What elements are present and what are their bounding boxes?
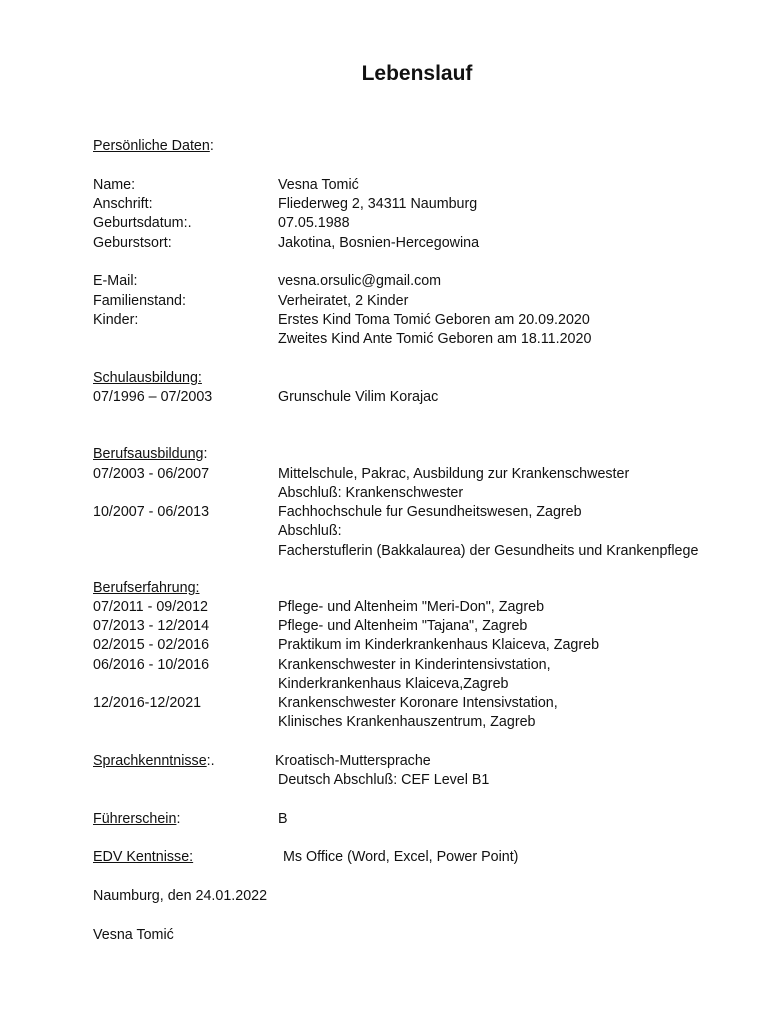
school-entry: Grunschule Vilim Korajac	[278, 389, 439, 405]
document-title: Lebenslauf	[361, 62, 473, 85]
section-heading-personal-suffix: :	[209, 138, 214, 154]
experience-line: Kinderkrankenhaus Klaiceva,Zagreb	[278, 676, 509, 692]
field-label-address: Anschrift:	[93, 196, 153, 212]
field-value-birthdate: 07.05.1988	[278, 215, 350, 231]
vocational-period: 07/2003 - 06/2007	[93, 466, 210, 482]
experience-line: Klinisches Krankenhauszentrum, Zagreb	[278, 714, 536, 730]
experience-line: Krankenschwester in Kinderintensivstation,	[278, 657, 551, 673]
section-heading-experience: Berufserfahrung:	[93, 580, 200, 596]
experience-period: 06/2016 - 10/2016	[93, 657, 210, 673]
section-heading-personal-text: Persönliche Daten	[93, 138, 210, 154]
section-heading-vocational-suffix: :	[203, 446, 208, 462]
vocational-line: Mittelschule, Pakrac, Ausbildung zur Krankenschwester	[278, 466, 630, 482]
experience-line: Pflege- und Altenheim "Meri-Don", Zagreb	[278, 599, 545, 615]
language-line: Kroatisch-Muttersprache	[275, 753, 431, 769]
section-heading-vocational	[93, 445, 207, 464]
section-heading-languages	[93, 752, 215, 771]
field-value-children-line-1: Erstes Kind Toma Tomić Geboren am 20.09.2020	[278, 312, 590, 328]
field-value-children-line-2: Zweites Kind Ante Tomić Geboren am 18.11.2020	[278, 331, 592, 347]
field-value-name: Vesna Tomić	[278, 177, 359, 193]
section-heading-license-suffix: :	[176, 811, 181, 827]
field-label-name: Name:	[93, 177, 136, 193]
field-label-birthdate: Geburtsdatum:.	[93, 215, 192, 231]
section-heading-languages-text: Sprachkenntnisse	[93, 753, 207, 769]
section-heading-license	[93, 810, 180, 829]
experience-line: Krankenschwester Koronare Intensivstation,	[278, 695, 558, 711]
experience-period: 02/2015 - 02/2016	[93, 637, 210, 653]
vocational-line: Facherstuflerin (Bakkalaurea) der Gesundheits und Krankenpflege	[278, 543, 699, 559]
field-value-address: Fliederweg 2, 34311 Naumburg	[278, 196, 478, 212]
field-value-birthplace: Jakotina, Bosnien-Hercegowina	[278, 235, 480, 251]
experience-line: Praktikum im Kinderkrankenhaus Klaiceva, Zagreb	[278, 637, 600, 653]
vocational-line: Abschluß: Krankenschwester	[278, 485, 464, 501]
section-heading-languages-suffix: :.	[206, 753, 215, 769]
experience-period: 07/2013 - 12/2014	[93, 618, 210, 634]
signature-name: Vesna Tomić	[93, 927, 174, 943]
field-label-email: E-Mail:	[93, 273, 138, 289]
experience-line: Pflege- und Altenheim "Tajana", Zagreb	[278, 618, 528, 634]
it-skills-value: Ms Office (Word, Excel, Power Point)	[283, 849, 519, 865]
field-value-marital-status: Verheiratet, 2 Kinder	[278, 293, 409, 309]
section-heading-license-text: Führerschein	[93, 811, 177, 827]
place-date: Naumburg, den 24.01.2022	[93, 888, 268, 904]
field-value-email: vesna.orsulic@gmail.com	[278, 273, 442, 289]
experience-period: 07/2011 - 09/2012	[93, 599, 209, 615]
section-heading-school: Schulausbildung:	[93, 370, 202, 386]
language-line: Deutsch Abschluß: CEF Level B1	[278, 772, 490, 788]
field-label-birthplace: Geburstsort:	[93, 235, 172, 251]
vocational-period: 10/2007 - 06/2013	[93, 504, 210, 520]
field-label-marital-status: Familienstand:	[93, 293, 186, 309]
school-period: 07/1996 – 07/2003	[93, 389, 213, 405]
section-heading-personal	[93, 137, 214, 156]
section-heading-vocational-text: Berufsausbildung	[93, 446, 204, 462]
vocational-line: Fachhochschule fur Gesundheitswesen, Zagreb	[278, 504, 582, 520]
experience-period: 12/2016-12/2021	[93, 695, 202, 711]
vocational-line: Abschluß:	[278, 523, 342, 539]
license-value: B	[278, 811, 288, 827]
section-heading-it-skills: EDV Kentnisse:	[93, 849, 194, 865]
field-label-children: Kinder:	[93, 312, 139, 328]
